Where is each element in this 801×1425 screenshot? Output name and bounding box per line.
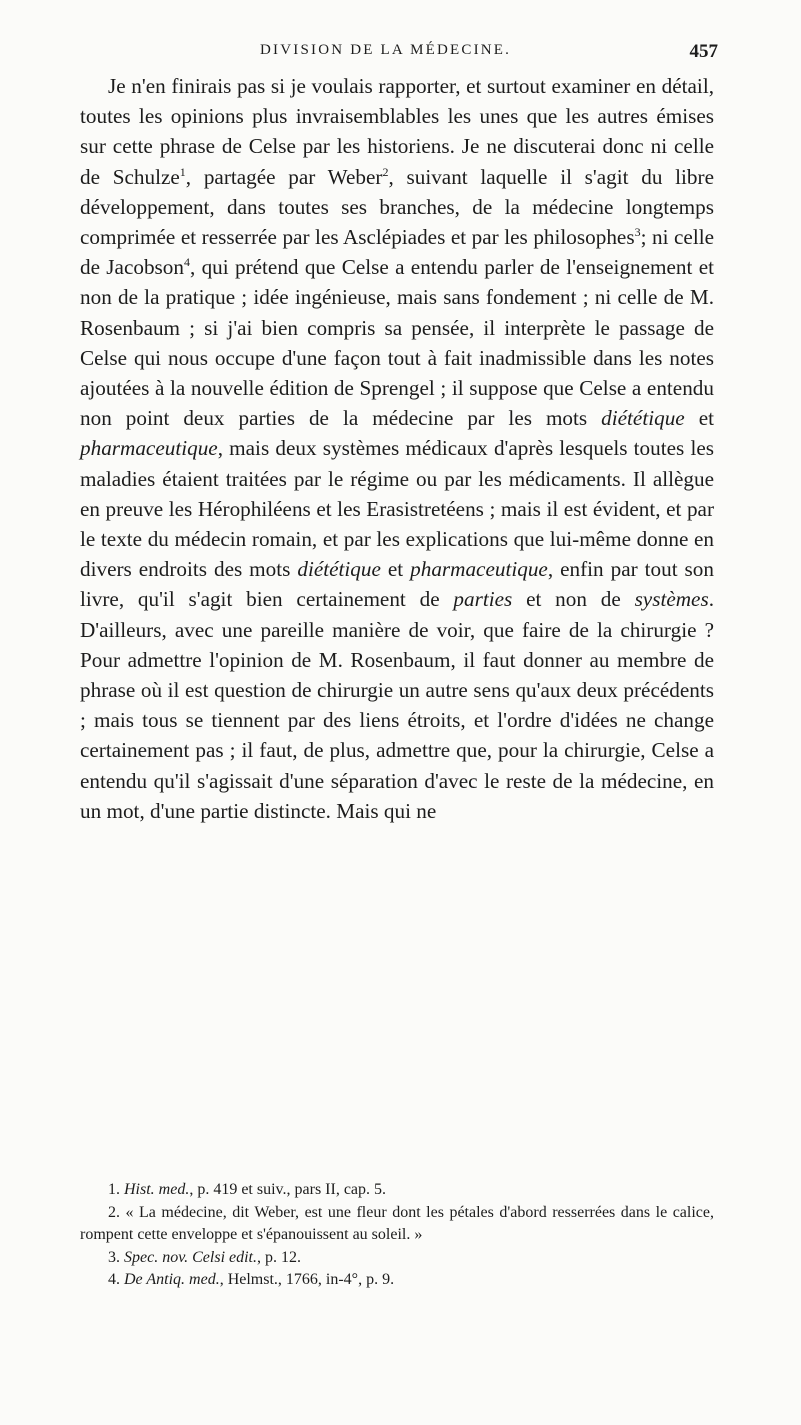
text-run: , suivant laquelle il s'agit du libre développement, dans toutes ses branches, de la médecine longtemps comprimée et resserrée par les Asclépiades et par les philosophes: [80, 164, 714, 250]
text-run: et: [684, 406, 714, 431]
text-run: , partagée par Weber: [185, 164, 383, 189]
main-text: [80, 71, 714, 826]
italic-term: pharmaceutique: [410, 557, 548, 582]
italic-term: diététique: [601, 406, 685, 431]
italic-term: systèmes: [634, 587, 709, 612]
footnote-2: 2. « La médecine, dit Weber, est une fleur dont les pétales d'abord resserrées dans le calice, rompent cette enveloppe et s'épanouissent au soleil. »: [80, 1203, 714, 1244]
running-head-title: DIVISION DE LA MÉDECINE.: [260, 42, 512, 58]
footnote-ref-4[interactable]: 4: [183, 255, 190, 270]
italic-term: pharmaceutique: [80, 436, 218, 461]
text-run: , qui prétend que Celse a entendu parler de l'enseignement et non de la pratique ; idée ingénieuse, mais sans fondement ; ni celle de M. Rosenbaum ; si j'ai bien compris sa pensée, il interprète le passage de Celse qui nous occupe d'une façon tout à fait inadmissible dans les notes ajoutées à la nouvelle édition de Sprengel ; il suppose que Celse a entendu non point deux parties de la médecine par les mots: [80, 255, 715, 431]
italic-term: diététique: [297, 557, 381, 582]
footnote-1: 1. Hist. med., p. 419 et suiv., pars II, cap. 5.: [108, 1181, 387, 1198]
italic-term: parties: [453, 587, 513, 612]
footnotes: [80, 1179, 714, 1292]
text-run: , enfin par tout son livre, qu'il s'agit bien certainement de: [80, 557, 714, 612]
page-number: 457: [689, 41, 718, 62]
footnote-4: 4. De Antiq. med., Helmst., 1766, in-4°, p. 9.: [108, 1271, 395, 1289]
text-run: , mais deux systèmes médicaux d'après lesquels toutes les maladies étaient traitées par le régime ou par les médicaments. Il allègue en preuve les Hérophiléens et les Erasistretéens ; mais il est évident, et par le texte du médecin romain, et par les explications que lui-même donne en divers endroits des mots: [80, 436, 714, 582]
paragraph: [80, 71, 714, 826]
text-run: et non de: [512, 587, 635, 612]
footnote-ref-1[interactable]: 1: [179, 164, 186, 179]
footnote-ref-3[interactable]: 3: [634, 224, 641, 239]
footnote-ref-2[interactable]: 2: [382, 164, 389, 179]
running-head: [90, 42, 722, 66]
text-run: Je n'en finirais pas si je voulais rapporter, et surtout examiner en détail, toutes les opinions plus invraisemblables les unes que les autres émises sur cette phrase de Celse par les historiens. Je ne discuterai donc ni celle de Schulze: [80, 74, 714, 189]
text-run: . D'ailleurs, avec une pareille manière de voir, que faire de la chirurgie ? Pour admettre l'opinion de M. Rosenbaum, il faut donner au membre de phrase où il est question de chirurgie un autre sens qu'aux deux précédents ; mais tous se tiennent par des liens étroits, et l'ordre d'idées ne change certainement pas ; il faut, de plus, admettre que, pour la chirurgie, Celse a entendu qu'il s'agissait d'une séparation d'avec le reste de la médecine, en un mot, d'une partie distincte. Mais qui ne: [80, 587, 714, 823]
footnote-3: 3. Spec. nov. Celsi edit., p. 12.: [108, 1248, 301, 1266]
text-run: ; ni celle de Jacobson: [80, 225, 714, 280]
text-run: et: [380, 557, 411, 582]
